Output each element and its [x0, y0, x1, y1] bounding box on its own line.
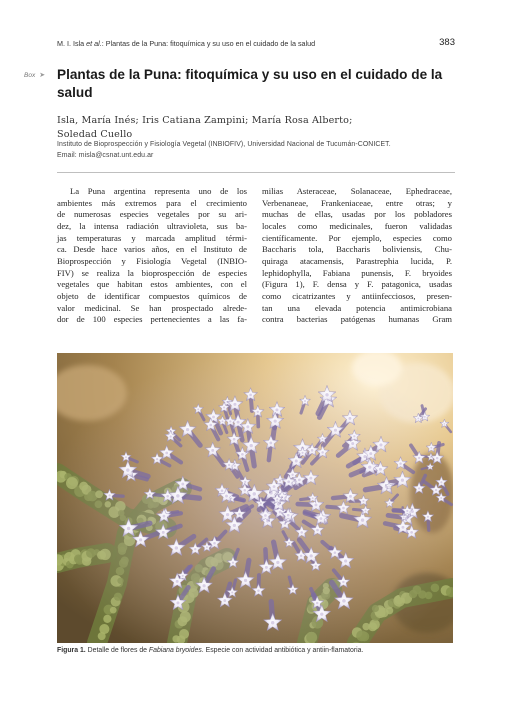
flower-center [233, 438, 236, 441]
flower-center [314, 503, 317, 506]
body-line: ambientes más extremos para el crecimiento [57, 197, 247, 208]
flower-center [311, 449, 314, 452]
flower-center [435, 489, 437, 491]
flower-center [163, 515, 166, 518]
flower-center [276, 561, 279, 564]
caption-text-2: . Especie con actividad antibiótica y antiin-flamatoria. [201, 647, 364, 654]
body-line: dez, la intensa radiación ultravioleta, sus ba- [57, 220, 247, 231]
flower-center [399, 462, 402, 465]
body-line: muchas de ellas, usadas por los pobladores [262, 209, 452, 220]
flower-center [233, 524, 236, 527]
flower-center [301, 452, 303, 454]
flower-center [287, 514, 290, 517]
body-column-left [57, 186, 247, 326]
flower-photo-illustration [57, 353, 453, 643]
body-line: de numerosas especies vegetales por su ari- [57, 209, 247, 220]
flower-center [244, 481, 246, 483]
body-line: Baccharis tola, Baccharis boliviensis, Chu- [262, 244, 452, 255]
body-line: jas temperaturas y marcada amplitud térmi- [57, 232, 247, 243]
flower-center [361, 518, 364, 521]
flower-center [369, 452, 372, 455]
flower-center [417, 417, 419, 419]
contact-email: Email: misla@csnat.unt.edu.ar [57, 151, 154, 159]
flower-center [222, 420, 224, 422]
body-line: científicamente. Por ejemplo, especies como [262, 232, 452, 243]
flower-center [206, 546, 208, 548]
flower-center [363, 455, 366, 458]
flower-center [440, 497, 442, 499]
flower-center [226, 513, 229, 516]
flower-center [264, 514, 267, 517]
flower-center [379, 443, 382, 446]
flower-center [430, 447, 432, 449]
box-tag [24, 71, 45, 79]
author-list [57, 114, 457, 141]
running-head-authors: M. I. Isla [57, 39, 85, 48]
page-number: 383 [439, 37, 455, 48]
flower-center [176, 494, 180, 498]
body-paragraph-left [57, 186, 247, 326]
body-line: dor de 100 especies pertenecientes a las fa- [57, 314, 247, 325]
flower-center [233, 403, 236, 406]
caption-text-1: Detalle de flores de [85, 647, 149, 654]
flower-center [309, 477, 312, 480]
flower-center [342, 507, 345, 510]
body-line: Bioprospección y Fisiología Vegetal (INBIO- [57, 255, 247, 266]
flower-center [241, 453, 244, 456]
flower-center [320, 517, 323, 520]
flower-center [249, 394, 252, 397]
flower-center [362, 500, 364, 502]
flower-center [213, 542, 216, 545]
flower-center [401, 479, 404, 482]
flower-center [312, 497, 314, 499]
running-header [57, 38, 455, 52]
box-tag-label: Box [24, 71, 36, 79]
flower-center [279, 479, 281, 481]
flower-center [186, 428, 189, 431]
flower-center [288, 542, 290, 544]
flower-center [260, 502, 262, 504]
body-paragraph-right [262, 186, 452, 326]
flower-center [127, 527, 131, 531]
authors-line-1: Isla, María Inés; Iris Catiana Zampini; María Rosa Alberto; [57, 115, 353, 126]
body-line: objeto de identificar compuestos químicos de [57, 290, 247, 301]
flower-center [295, 459, 298, 462]
flower-center [232, 562, 234, 564]
flower-center [223, 599, 226, 602]
flower-center [342, 599, 346, 603]
flower-center [166, 495, 169, 498]
body-line: vegetales que habitan estos ambientes, con el [57, 279, 247, 290]
figure-label: Figura 1. [57, 647, 86, 654]
flower-center [320, 612, 323, 615]
flower-center [342, 581, 344, 583]
flower-center [418, 457, 420, 459]
flower-center [349, 495, 352, 498]
flower-center [108, 494, 110, 496]
flower-center [244, 579, 247, 582]
flower-center [334, 551, 337, 554]
body-line: como cicatrizantes y antiinfecciosos, presen- [262, 290, 452, 301]
flower-center [182, 575, 184, 577]
flower-center [388, 485, 390, 487]
flower-center [406, 510, 408, 512]
body-line: FIV) se realiza la bioprospección de especies [57, 267, 247, 278]
flower-center [234, 465, 236, 467]
body-line: contra bacterias patógenas humanas Gram [262, 314, 452, 325]
affiliation-block [57, 140, 457, 161]
flower-center [176, 601, 179, 604]
flower-center [250, 444, 253, 447]
flower-center [265, 566, 268, 569]
flower-center [365, 509, 367, 511]
flower-center [353, 435, 355, 437]
flower-center [125, 456, 127, 458]
flower-center [156, 458, 158, 460]
flower-center [203, 584, 206, 587]
affiliation: Instituto de Bioprospección y Fisiología Vegetal (INBIOFIV), Universidad Nacional de Tucumán-CONICET. [57, 141, 391, 148]
flower-center [276, 498, 278, 500]
flower-center [176, 580, 179, 583]
flower-center [228, 464, 230, 466]
flower-center [300, 554, 303, 557]
flower-center [229, 420, 231, 422]
flower-center [237, 421, 240, 424]
flower-center [401, 526, 404, 529]
flower-center [325, 393, 328, 396]
body-line: ca. Desde hace varios años, en el Instituto de [57, 244, 247, 255]
flower-center [257, 411, 259, 413]
body-line: valor medicinal. Se han prospectado alrede- [57, 302, 247, 313]
flower-center [344, 559, 347, 562]
flower-center [322, 438, 324, 440]
flower-center [321, 451, 324, 454]
figure-caption [57, 646, 453, 657]
flower-center [257, 589, 260, 592]
flower-center [209, 424, 212, 427]
figure-photo [57, 353, 453, 643]
caption-species: Fabiana bryoides [148, 647, 202, 654]
running-head-etal: et al. [86, 39, 102, 48]
flower-center [149, 493, 151, 495]
flower-center [197, 408, 199, 410]
flower-center [292, 589, 294, 591]
flower-center [351, 442, 354, 445]
flower-center [424, 416, 426, 418]
flower-center [162, 531, 165, 534]
running-head-title: : Plantas de la Puna: fitoquímica y su uso en el cuidado de la salud [101, 39, 316, 48]
running-head [57, 39, 315, 48]
flower-center [238, 513, 240, 515]
section-divider [57, 172, 455, 173]
flower-center [315, 565, 317, 567]
flower-center [246, 425, 249, 428]
flower-center [291, 474, 293, 476]
body-line: La Puna argentina representa uno de los [70, 186, 247, 196]
flower-center [379, 468, 382, 471]
chevron-right-icon: ➤ [39, 72, 46, 79]
flower-center [231, 591, 233, 593]
flower-center [221, 489, 224, 492]
flower-center [126, 468, 129, 471]
flower-center [230, 497, 232, 499]
flower-center [410, 531, 413, 534]
flower-center [300, 531, 303, 534]
flower-center [348, 417, 351, 420]
flower-center [436, 457, 439, 460]
flower-center [316, 602, 319, 605]
body-line: milias Asteraceae, Solanaceae, Ephedraceae, [262, 186, 452, 196]
flower-center [298, 479, 301, 482]
body-line: locales como medicinales, fueron validadas [262, 220, 452, 231]
authors-line-2: Soledad Cuello [57, 128, 133, 140]
flower-center [139, 538, 142, 541]
article-title: Plantas de la Puna: fitoquímica y su uso en el cuidado de la salud [57, 67, 443, 100]
flower-center [223, 406, 225, 408]
flower-center [275, 408, 278, 411]
flower-center [429, 466, 430, 467]
flower-center [287, 480, 290, 483]
body-line: tan una elevada potencia antimicrobiana [262, 302, 452, 313]
flower-center [389, 502, 391, 504]
flower-center [316, 529, 319, 532]
flower-center [211, 449, 214, 452]
body-column-right [262, 186, 452, 326]
flower-center [334, 429, 337, 432]
flower-center [403, 516, 405, 518]
flower-center [175, 546, 178, 549]
flower-center [212, 415, 215, 418]
flower-center [194, 548, 196, 550]
flower-center [170, 435, 172, 437]
flower-center [310, 554, 313, 557]
body-line: (Figura 1), F. densa y F. patagonica, usadas [262, 279, 452, 290]
flower-center [165, 452, 168, 455]
flower-center [418, 487, 420, 489]
body-line: lephidophylla, Fabiana punensis, F. bryoides [262, 267, 452, 278]
flower-center [271, 621, 274, 624]
flower-center [274, 419, 277, 422]
flower-center [368, 465, 371, 468]
flower-center [181, 483, 184, 486]
flower-center [273, 485, 276, 488]
body-line: Verbenaneae, Frankeniaceae, entre otras; y [262, 197, 452, 208]
flower-center [427, 516, 429, 518]
flower-center [244, 489, 247, 492]
flower-center [304, 400, 306, 402]
flower-center [269, 441, 272, 444]
flower-center [225, 495, 228, 498]
flower-center [440, 481, 442, 483]
flower-center [253, 492, 257, 496]
flower-center [444, 423, 446, 425]
body-line: quiraga atacamensis, Parastrephia lucida, P. [262, 255, 452, 266]
